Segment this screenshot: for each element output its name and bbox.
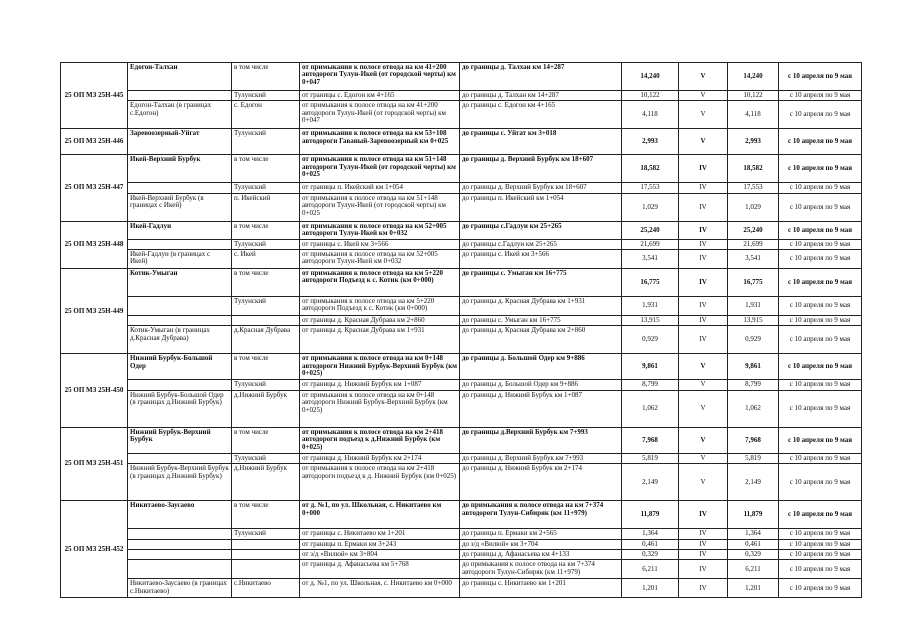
restricted-length: 14,240 bbox=[728, 63, 779, 91]
segment-end: до границы д. Большой Одер км 9+886 bbox=[460, 354, 622, 380]
district-type: в том числе bbox=[232, 354, 300, 380]
segment-start: от примыкания к полосе отвода на км 2+418 автодороги подъезд к д. Нижний Бурбук (км 0+025) bbox=[300, 464, 460, 501]
road-length: 9,861 bbox=[622, 354, 679, 380]
road-name: Икей-Гадлуи (в границах с Икей) bbox=[128, 250, 232, 269]
restriction-period: с 10 апреля по 9 мая bbox=[779, 221, 862, 239]
road-length: 21,699 bbox=[622, 239, 679, 249]
district-type: Тулунский bbox=[232, 529, 300, 539]
segment-start: от границы д. Нижний Бурбук км 1+087 bbox=[300, 380, 460, 390]
segment-end: до границы с. Умыган км 16+775 bbox=[460, 316, 622, 326]
table-row bbox=[61, 269, 862, 297]
restricted-length: 4,118 bbox=[728, 101, 779, 129]
segment-end: до границы д. Верхний Бурбук км 18+607 bbox=[460, 155, 622, 183]
segment-end: до границы с. Уйгат км 3+018 bbox=[460, 129, 622, 155]
road-length: 7,968 bbox=[622, 427, 679, 453]
segment-start: от примыкания к полосе отвода на км 51+148 автодороги Тулун-Икей (от городской черты) км 0+025 bbox=[300, 155, 460, 183]
segment-start: от границы п. Ермаки км 3+243 bbox=[300, 539, 460, 549]
segment-start: от примыкания к полосе отвода на км 52+005 автодороги Тулун-Икей км 0+032 bbox=[300, 250, 460, 269]
road-category: IV bbox=[679, 221, 728, 239]
table-row bbox=[61, 183, 862, 193]
road-length: 25,240 bbox=[622, 221, 679, 239]
road-length: 13,915 bbox=[622, 316, 679, 326]
restricted-length: 13,915 bbox=[728, 316, 779, 326]
restricted-length: 1,931 bbox=[728, 297, 779, 316]
road-code: 25 ОП МЗ 25Н-451 bbox=[61, 427, 128, 500]
district-type bbox=[232, 539, 300, 549]
road-length: 1,062 bbox=[622, 390, 679, 427]
restriction-period: с 10 апреля по 9 мая bbox=[779, 464, 862, 501]
segment-start: от примыкания к полосе отвода на км 41+200 автодороги Тулун-Икей (от городской черты) км 0+047 bbox=[300, 63, 460, 91]
road-name bbox=[128, 239, 232, 249]
restricted-length: 1,201 bbox=[728, 579, 779, 598]
road-category: V bbox=[679, 91, 728, 101]
road-name: Никитаево-Заусаево (в границах с.Никитаево) bbox=[128, 579, 232, 598]
road-length: 0,329 bbox=[622, 550, 679, 560]
district-type: Тулунский bbox=[232, 297, 300, 316]
road-category: IV bbox=[679, 183, 728, 193]
road-name: Икей-Верхний Бурбук bbox=[128, 155, 232, 183]
road-length: 8,799 bbox=[622, 380, 679, 390]
restriction-period: с 10 апреля по 9 мая bbox=[779, 316, 862, 326]
district-type: Тулунский bbox=[232, 380, 300, 390]
segment-end: до примыкания к полосе отвода на км 7+374 автодороги Тулун-Сибиряк (км 11+979) bbox=[460, 501, 622, 529]
road-name bbox=[128, 380, 232, 390]
table-row bbox=[61, 297, 862, 316]
district-type: в том числе bbox=[232, 501, 300, 529]
road-name bbox=[128, 297, 232, 316]
segment-end: до границы д. Афанасьева км 4+133 bbox=[460, 550, 622, 560]
table-row bbox=[61, 63, 862, 91]
road-category: V bbox=[679, 427, 728, 453]
table-row bbox=[61, 221, 862, 239]
segment-start: от границы с. Никитаево км 1+201 bbox=[300, 529, 460, 539]
segment-start: от границы д. Красная Дубрава км 1+931 bbox=[300, 326, 460, 354]
road-name bbox=[128, 550, 232, 560]
table-row bbox=[61, 464, 862, 501]
restricted-length: 10,122 bbox=[728, 91, 779, 101]
road-name bbox=[128, 453, 232, 463]
restriction-period: с 10 апреля по 9 мая bbox=[779, 297, 862, 316]
table-row bbox=[61, 560, 862, 579]
restricted-length: 11,879 bbox=[728, 501, 779, 529]
segment-end: до границы д. Талхан км 14+287 bbox=[460, 91, 622, 101]
segment-end: до границы д. Нижний Бурбук км 2+174 bbox=[460, 464, 622, 501]
road-category: V bbox=[679, 101, 728, 129]
road-code: 25 ОП МЗ 25Н-452 bbox=[61, 501, 128, 598]
table-row bbox=[61, 326, 862, 354]
road-category: IV bbox=[679, 239, 728, 249]
road-table bbox=[60, 62, 862, 598]
road-length: 2,993 bbox=[622, 129, 679, 155]
restricted-length: 1,029 bbox=[728, 193, 779, 221]
road-category: V bbox=[679, 390, 728, 427]
district-type: с. Едогон bbox=[232, 101, 300, 129]
table-row bbox=[61, 354, 862, 380]
segment-start: от примыкания к полосе отвода на км 41+200 автодороги Тулун-Икей (от городской черты) км 0+047 bbox=[300, 101, 460, 129]
road-name bbox=[128, 539, 232, 549]
restriction-period: с 10 апреля по 9 мая bbox=[779, 539, 862, 549]
road-category: IV bbox=[679, 326, 728, 354]
road-length: 1,364 bbox=[622, 529, 679, 539]
road-name bbox=[128, 529, 232, 539]
road-category: IV bbox=[679, 297, 728, 316]
segment-start: от границы с. Едогон км 4+165 bbox=[300, 91, 460, 101]
road-name: Едогон-Талхан bbox=[128, 63, 232, 91]
table-row bbox=[61, 250, 862, 269]
road-name: Заревоозерный-Уйгат bbox=[128, 129, 232, 155]
segment-end: до з/д «Вилюй» км 3+704 bbox=[460, 539, 622, 549]
road-category: IV bbox=[679, 560, 728, 579]
road-length: 4,118 bbox=[622, 101, 679, 129]
road-category: IV bbox=[679, 550, 728, 560]
district-type: в том числе bbox=[232, 269, 300, 297]
restriction-period: с 10 апреля по 9 мая bbox=[779, 183, 862, 193]
road-code: 25 ОП МЗ 25Н-449 bbox=[61, 269, 128, 354]
road-category: IV bbox=[679, 250, 728, 269]
road-code: 25 ОП МЗ 25Н-447 bbox=[61, 155, 128, 221]
restriction-period: с 10 апреля по 9 мая bbox=[779, 129, 862, 155]
segment-end: до границы с.Гадлуи км 25+265 bbox=[460, 221, 622, 239]
restricted-length: 0,929 bbox=[728, 326, 779, 354]
table-row bbox=[61, 529, 862, 539]
road-table-body bbox=[61, 63, 862, 598]
table-row bbox=[61, 453, 862, 463]
district-type: д.Красная Дубрава bbox=[232, 326, 300, 354]
district-type: в том числе bbox=[232, 427, 300, 453]
segment-end: до границы д. Талхан км 14+287 bbox=[460, 63, 622, 91]
restricted-length: 25,240 bbox=[728, 221, 779, 239]
road-name bbox=[128, 183, 232, 193]
segment-end: до границы с. Никитаево км 1+201 bbox=[460, 579, 622, 598]
restricted-length: 0,329 bbox=[728, 550, 779, 560]
restricted-length: 3,541 bbox=[728, 250, 779, 269]
restriction-period: с 10 апреля по 9 мая bbox=[779, 239, 862, 249]
segment-start: от границы п. Икейский км 1+054 bbox=[300, 183, 460, 193]
segment-end: до границы д. Верхний Бурбук км 7+993 bbox=[460, 453, 622, 463]
district-type: с.Никитаево bbox=[232, 579, 300, 598]
road-category: IV bbox=[679, 269, 728, 297]
road-name: Едогон-Талхан (в границах с.Едогон) bbox=[128, 101, 232, 129]
road-length: 5,819 bbox=[622, 453, 679, 463]
district-type bbox=[232, 560, 300, 579]
district-type: Тулунский bbox=[232, 453, 300, 463]
segment-start: от границы д. Нижний Бурбук км 2+174 bbox=[300, 453, 460, 463]
road-length: 10,122 bbox=[622, 91, 679, 101]
table-row bbox=[61, 380, 862, 390]
road-length: 1,201 bbox=[622, 579, 679, 598]
road-category: V bbox=[679, 63, 728, 91]
table-row bbox=[61, 539, 862, 549]
segment-end: до границы д. Красная Дубрава км 2+860 bbox=[460, 326, 622, 354]
segment-start: от примыкания к полосе отвода на км 51+148 автодороги Тулун-Икей (от городской черты) км 0+025 bbox=[300, 193, 460, 221]
road-code: 25 ОП МЗ 25Н-445 bbox=[61, 63, 128, 129]
restriction-period: с 10 апреля по 9 мая bbox=[779, 354, 862, 380]
restricted-length: 21,699 bbox=[728, 239, 779, 249]
table-row bbox=[61, 427, 862, 453]
restriction-period: с 10 апреля по 9 мая bbox=[779, 453, 862, 463]
road-name: Икей-Гадлуи bbox=[128, 221, 232, 239]
segment-start: от примыкания к полосе отвода на км 5+220 автодороги Подъезд к с. Котик (км 0+000) bbox=[300, 297, 460, 316]
road-name: Котик-Умыган bbox=[128, 269, 232, 297]
segment-start: от примыкания к полосе отвода на км 53+108 автодороги Гаваный-Заревоозерный км 0+025 bbox=[300, 129, 460, 155]
road-length: 2,149 bbox=[622, 464, 679, 501]
road-length: 17,553 bbox=[622, 183, 679, 193]
road-length: 1,931 bbox=[622, 297, 679, 316]
district-type: д.Нижний Бурбук bbox=[232, 390, 300, 427]
table-row bbox=[61, 501, 862, 529]
district-type: в том числе bbox=[232, 221, 300, 239]
district-type: Тулунский bbox=[232, 183, 300, 193]
district-type: д.Нижний Бурбук bbox=[232, 464, 300, 501]
district-type: с. Икей bbox=[232, 250, 300, 269]
road-category: V bbox=[679, 380, 728, 390]
restriction-period: с 10 апреля по 9 мая bbox=[779, 427, 862, 453]
segment-end: до границы с. Едогон км 4+165 bbox=[460, 101, 622, 129]
table-row bbox=[61, 129, 862, 155]
segment-start: от примыкания к полосе отвода на км 2+418 автодороги подъезд к д.Нижний Бурбук (км 0+025) bbox=[300, 427, 460, 453]
district-type: Тулунский bbox=[232, 129, 300, 155]
road-length: 14,240 bbox=[622, 63, 679, 91]
road-name bbox=[128, 560, 232, 579]
restriction-period: с 10 апреля по 9 мая bbox=[779, 101, 862, 129]
segment-end: до границы с. Икей км 3+566 bbox=[460, 250, 622, 269]
segment-end: до границы д. Большой Одер км 9+886 bbox=[460, 380, 622, 390]
road-length: 0,929 bbox=[622, 326, 679, 354]
road-length: 1,029 bbox=[622, 193, 679, 221]
road-name: Нижний Бурбук-Большой Одер (в границах д.Нижний Бурбук) bbox=[128, 390, 232, 427]
restriction-period: с 10 апреля по 9 мая bbox=[779, 269, 862, 297]
table-row bbox=[61, 579, 862, 598]
segment-end: до границы с.Гадлуи км 25+265 bbox=[460, 239, 622, 249]
restricted-length: 1,062 bbox=[728, 390, 779, 427]
segment-start: от з/д «Вилюй» км 3+804 bbox=[300, 550, 460, 560]
road-code: 25 ОП МЗ 25Н-446 bbox=[61, 129, 128, 155]
restricted-length: 0,461 bbox=[728, 539, 779, 549]
road-name: Икей-Верхний Бурбук (в границах с Икей) bbox=[128, 193, 232, 221]
restriction-period: с 10 апреля по 9 мая bbox=[779, 91, 862, 101]
road-length: 18,582 bbox=[622, 155, 679, 183]
road-length: 6,211 bbox=[622, 560, 679, 579]
table-row bbox=[61, 155, 862, 183]
district-type bbox=[232, 550, 300, 560]
road-length: 16,775 bbox=[622, 269, 679, 297]
road-category: IV bbox=[679, 316, 728, 326]
road-name: Нижний Бурбук-Верхний Бурбук (в границах д.Нижний Бурбук) bbox=[128, 464, 232, 501]
table-row bbox=[61, 316, 862, 326]
segment-end: до границы с. Умыган км 16+775 bbox=[460, 269, 622, 297]
restricted-length: 16,775 bbox=[728, 269, 779, 297]
district-type: Тулунский bbox=[232, 239, 300, 249]
restriction-period: с 10 апреля по 9 мая bbox=[779, 250, 862, 269]
district-type bbox=[232, 316, 300, 326]
restricted-length: 6,211 bbox=[728, 560, 779, 579]
restricted-length: 18,582 bbox=[728, 155, 779, 183]
restricted-length: 2,149 bbox=[728, 464, 779, 501]
restricted-length: 2,993 bbox=[728, 129, 779, 155]
segment-end: до примыкания к полосе отвода на км 7+374 автодороги Тулун-Сибиряк (км 11+979) bbox=[460, 560, 622, 579]
restriction-period: с 10 апреля по 9 мая bbox=[779, 560, 862, 579]
road-length: 3,541 bbox=[622, 250, 679, 269]
road-code: 25 ОП МЗ 25Н-448 bbox=[61, 221, 128, 268]
segment-start: от примыкания к полосе отвода на км 0+148 автодороги Нижний Бурбук-Верхний Бурбук (км 0+025) bbox=[300, 354, 460, 380]
segment-start: от примыкания к полосе отвода на км 0+148 автодороги Нижний Бурбук-Верхний Бурбук (км 0+025) bbox=[300, 390, 460, 427]
district-type: п. Икейский bbox=[232, 193, 300, 221]
segment-end: до границы д. Красная Дубрава км 1+931 bbox=[460, 297, 622, 316]
road-name bbox=[128, 316, 232, 326]
table-row bbox=[61, 91, 862, 101]
restriction-period: с 10 апреля по 9 мая bbox=[779, 63, 862, 91]
restriction-period: с 10 апреля по 9 мая bbox=[779, 380, 862, 390]
segment-start: от границы д. Красная Дубрава км 2+860 bbox=[300, 316, 460, 326]
table-row bbox=[61, 101, 862, 129]
segment-start: от границы с. Икей км 3+566 bbox=[300, 239, 460, 249]
segment-end: до границы д. Верхний Бурбук км 18+607 bbox=[460, 183, 622, 193]
restriction-period: с 10 апреля по 9 мая bbox=[779, 390, 862, 427]
road-name: Нижний Бурбук-Большой Одер bbox=[128, 354, 232, 380]
segment-end: до границы п. Икейский км 1+054 bbox=[460, 193, 622, 221]
restricted-length: 1,364 bbox=[728, 529, 779, 539]
restricted-length: 9,861 bbox=[728, 354, 779, 380]
segment-start: от примыкания к полосе отвода на км 5+220 автодороги Подъезд к с. Котик (км 0+000) bbox=[300, 269, 460, 297]
district-type: в том числе bbox=[232, 63, 300, 91]
road-category: IV bbox=[679, 579, 728, 598]
road-name: Котик-Умыган (в границах д.Красная Дубрава) bbox=[128, 326, 232, 354]
road-category: V bbox=[679, 129, 728, 155]
district-type: в том числе bbox=[232, 155, 300, 183]
table-row bbox=[61, 390, 862, 427]
restriction-period: с 10 апреля по 9 мая bbox=[779, 529, 862, 539]
district-type: Тулунский bbox=[232, 91, 300, 101]
road-category: IV bbox=[679, 529, 728, 539]
table-row bbox=[61, 193, 862, 221]
restriction-period: с 10 апреля по 9 мая bbox=[779, 501, 862, 529]
road-name: Нижний Бурбук-Верхний Бурбук bbox=[128, 427, 232, 453]
road-category: V bbox=[679, 464, 728, 501]
segment-end: до границы п. Ермаки км 2+565 bbox=[460, 529, 622, 539]
segment-start: от примыкания к полосе отвода на км 52+005 автодороги Тулун-Икей км 0+032 bbox=[300, 221, 460, 239]
road-table-sheet bbox=[60, 62, 861, 598]
road-category: IV bbox=[679, 501, 728, 529]
road-category: V bbox=[679, 354, 728, 380]
restriction-period: с 10 апреля по 9 мая bbox=[779, 155, 862, 183]
restriction-period: с 10 апреля по 9 мая bbox=[779, 550, 862, 560]
road-length: 0,461 bbox=[622, 539, 679, 549]
road-category: V bbox=[679, 453, 728, 463]
segment-start: от границы д. Афанасьева км 5+768 bbox=[300, 560, 460, 579]
restricted-length: 5,819 bbox=[728, 453, 779, 463]
road-name: Никитаево-Заусаево bbox=[128, 501, 232, 529]
restricted-length: 17,553 bbox=[728, 183, 779, 193]
road-category: IV bbox=[679, 155, 728, 183]
road-category: IV bbox=[679, 539, 728, 549]
restriction-period: с 10 апреля по 9 мая bbox=[779, 579, 862, 598]
segment-start: от д. №1, по ул. Школьная, с. Никитаево км 0+000 bbox=[300, 501, 460, 529]
road-code: 25 ОП МЗ 25Н-450 bbox=[61, 354, 128, 427]
road-length: 11,879 bbox=[622, 501, 679, 529]
table-row bbox=[61, 550, 862, 560]
segment-end: до границы д.Верхний Бурбук км 7+993 bbox=[460, 427, 622, 453]
restricted-length: 7,968 bbox=[728, 427, 779, 453]
segment-end: до границы д. Нижний Бурбук км 1+087 bbox=[460, 390, 622, 427]
road-category: IV bbox=[679, 193, 728, 221]
restricted-length: 8,799 bbox=[728, 380, 779, 390]
segment-start: от д. №1, по ул. Школьная, с. Никитаево км 0+000 bbox=[300, 579, 460, 598]
restriction-period: с 10 апреля по 9 мая bbox=[779, 326, 862, 354]
table-row bbox=[61, 239, 862, 249]
road-name bbox=[128, 91, 232, 101]
restriction-period: с 10 апреля по 9 мая bbox=[779, 193, 862, 221]
